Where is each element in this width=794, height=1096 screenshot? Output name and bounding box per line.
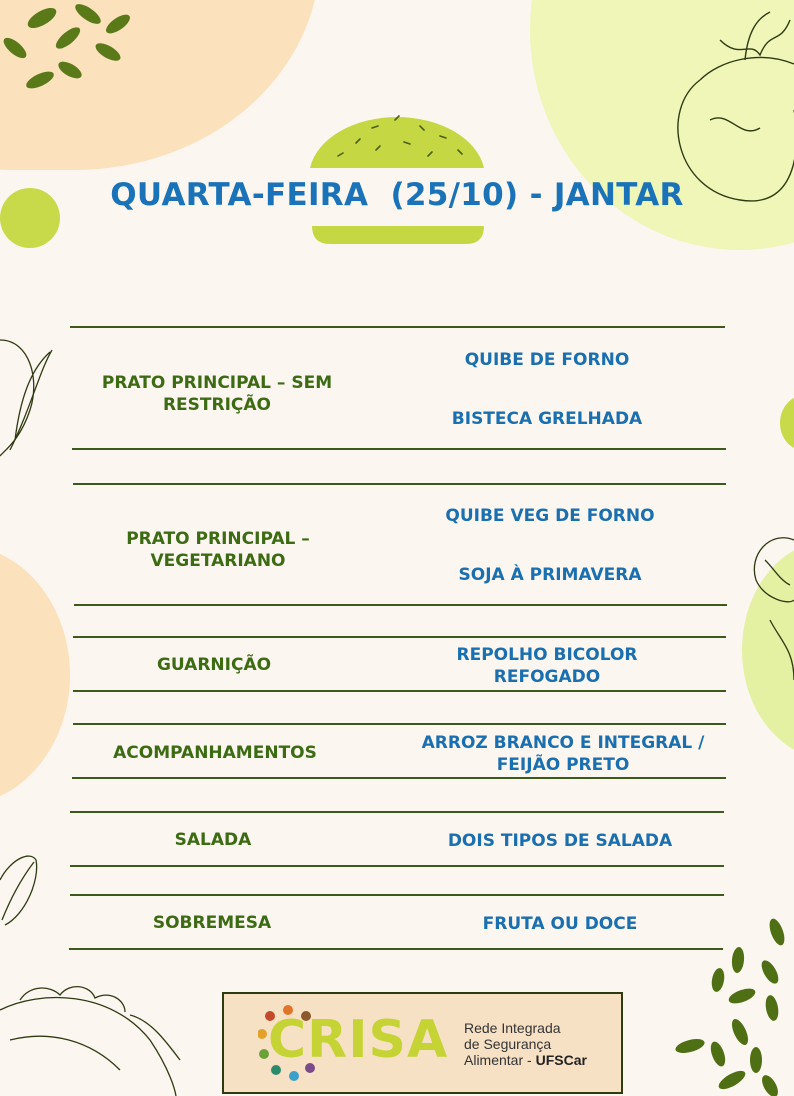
row-divider xyxy=(73,636,726,638)
row-divider xyxy=(72,777,726,779)
menu-item: QUIBE DE FORNO xyxy=(464,350,630,370)
vegetable-right-icon xyxy=(754,538,794,680)
row-divider xyxy=(74,604,727,606)
burger-bun-top-icon xyxy=(310,117,484,168)
logo-line-3-text: Alimentar - xyxy=(464,1052,536,1068)
menu-item: DOIS TIPOS DE SALADA xyxy=(447,831,673,851)
lettuce-icon xyxy=(0,340,52,456)
row-divider xyxy=(70,326,725,328)
menu-label: PRATO PRINCIPAL – SEM RESTRIÇÃO xyxy=(101,373,333,415)
menu-label: ACOMPANHAMENTOS xyxy=(113,743,317,763)
logo-line-2: de Segurança xyxy=(464,1036,552,1052)
row-divider xyxy=(73,690,726,692)
menu-label: PRATO PRINCIPAL – VEGETARIANO xyxy=(126,529,310,571)
menu-item: FRUTA OU DOCE xyxy=(482,914,638,934)
logo-line-1: Rede Integrada xyxy=(464,1020,561,1036)
burger-bun-bottom-icon xyxy=(312,226,484,244)
leaves-bottom-right-icon xyxy=(674,917,787,1096)
crisa-logo xyxy=(222,992,623,1094)
row-divider xyxy=(70,865,724,867)
menu-label: SALADA xyxy=(174,830,252,850)
row-divider xyxy=(69,948,723,950)
row-divider xyxy=(73,723,726,725)
logo-line-3 xyxy=(464,1052,587,1068)
menu-item: QUIBE VEG DE FORNO xyxy=(445,506,655,526)
crisa-subtitle xyxy=(464,1020,587,1068)
leaves-top-left-icon xyxy=(0,0,132,91)
menu-label: GUARNIÇÃO xyxy=(156,655,272,675)
taco-icon xyxy=(0,987,180,1096)
row-divider xyxy=(70,811,724,813)
crisa-wordmark: CRISA xyxy=(268,1010,449,1070)
menu-item: SOJA À PRIMAVERA xyxy=(458,565,642,585)
page-title: QUARTA-FEIRA (25/10) - JANTAR xyxy=(110,177,684,213)
menu-item: REPOLHO BICOLOR REFOGADO xyxy=(456,645,638,687)
row-divider xyxy=(70,894,724,896)
row-divider xyxy=(73,483,726,485)
menu-label: SOBREMESA xyxy=(152,913,272,933)
leaf-left-icon xyxy=(0,856,37,925)
menu-item: BISTECA GRELHADA xyxy=(451,409,643,429)
menu-item: ARROZ BRANCO E INTEGRAL / FEIJÃO PRETO xyxy=(421,733,705,775)
row-divider xyxy=(72,448,726,450)
logo-line-3-bold: UFSCar xyxy=(535,1052,587,1068)
tomato-icon xyxy=(678,12,794,201)
